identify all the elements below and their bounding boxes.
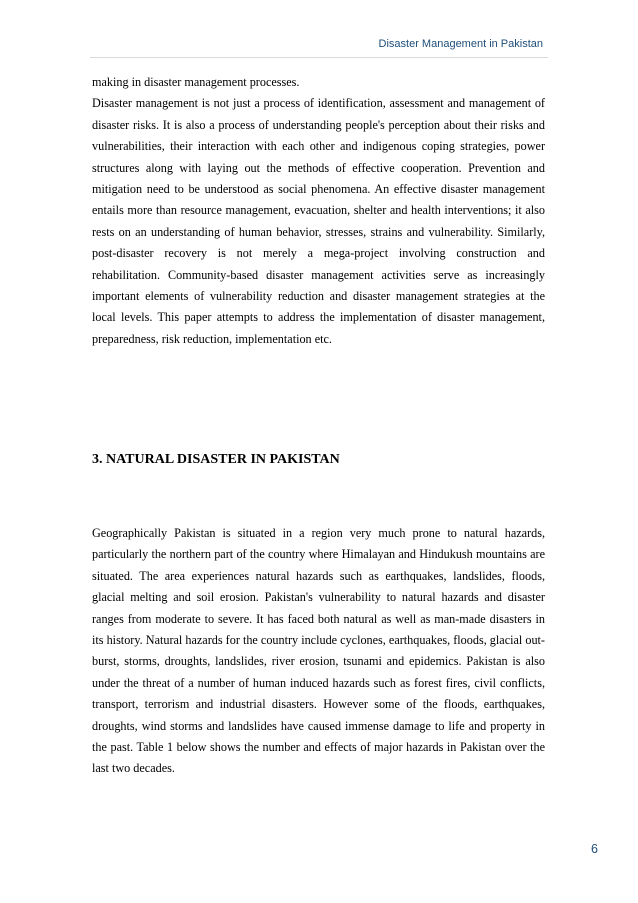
section-body bbox=[92, 523, 545, 780]
intro-paragraphs bbox=[92, 72, 545, 350]
section-heading: 3. NATURAL DISASTER IN PAKISTAN bbox=[92, 452, 340, 467]
header-divider bbox=[90, 57, 548, 58]
running-header: Disaster Management in Pakistan bbox=[378, 38, 543, 50]
paragraph-natural-disaster: Geographically Pakistan is situated in a region very much prone to natural hazards, particularly the northern part of the country where Himalayan and Hindukush mountains are situated. The area experiences natural hazards such as earthquakes, landslides, floods, glacial melting and soil erosion. Pakistan's vulnerability to natural hazards and disaster ranges from moderate to severe. It has faced both natural as well as man-made disasters in its history. Natural hazards for the country include cyclones, earthquakes, floods, glacial out-burst, storms, droughts, landslides, river erosion, tsunami and epidemics. Pakistan is also under the threat of a number of human induced hazards such as forest fires, civil conflicts, transport, terrorism and industrial disasters. However some of the floods, earthquakes, droughts, wind storms and landslides have caused immense damage to life and property in the past. Table 1 below shows the number and effects of major hazards in Pakistan over the last two decades. bbox=[92, 526, 545, 776]
paragraph-continuation: making in disaster management processes. bbox=[92, 75, 300, 89]
page-number: 6 bbox=[591, 842, 598, 856]
paragraph-disaster-management: Disaster management is not just a process of identification, assessment and management of disaster risks. It is also a process of understanding people's perception about their risks and vulnerabilities, their interaction with each other and indigenous coping strategies, power structures along with laying out the methods of effective cooperation. Prevention and mitigation need to be understood as social phenomena. An effective disaster management entails more than resource management, evacuation, shelter and health interventions; it also rests on an understanding of human behavior, stresses, strains and vulnerability. Similarly, post-disaster recovery is not merely a mega-project involving construction and rehabilitation. Community-based disaster management activities serve as increasingly important elements of vulnerability reduction and disaster management strategies at the local levels. This paper attempts to address the implementation of disaster management, preparedness, risk reduction, implementation etc. bbox=[92, 96, 545, 346]
